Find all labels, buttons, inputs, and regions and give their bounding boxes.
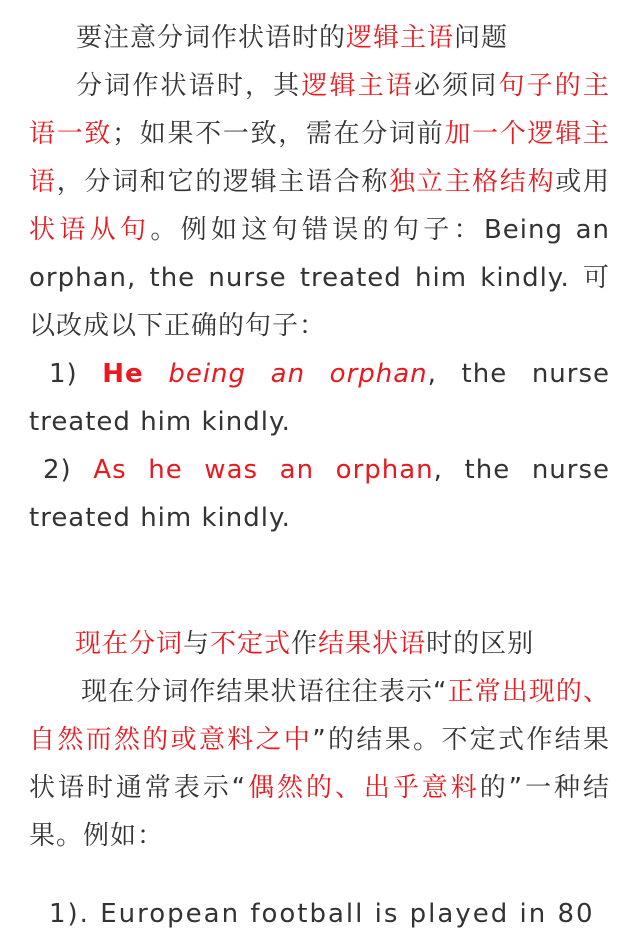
body-text: ，分词和它的逻辑主语合称 [56, 167, 390, 197]
body-text: 的”一种结果。例如： [29, 773, 610, 851]
body-text: 。例如这句错误的句子：Being an orphan, the nurse treated him kindly. 可以改成以下正确的句子： [29, 215, 610, 341]
highlighted-text: 逻辑主语 [346, 23, 455, 53]
highlighted-text: 逻辑主语 [301, 71, 414, 101]
section-2-example-1 [29, 890, 610, 936]
body-text: 时的区别 [426, 629, 535, 659]
highlighted-text: 句子的主语一致 [29, 71, 610, 149]
section-2-body [29, 668, 610, 860]
section-1-heading [29, 14, 610, 62]
body-text: 现在分词作结果状语往往表示“ [81, 677, 448, 707]
example-1-subject: He [102, 359, 144, 389]
section-1-body [29, 62, 610, 350]
highlighted-text: 独立主格结构 [389, 167, 556, 197]
example-1-number: 1) [49, 359, 103, 389]
body-text: 问题 [454, 23, 509, 53]
highlighted-text: 不定式 [210, 629, 292, 659]
section-2-example-1-text: European football is played in 80 [89, 899, 595, 929]
body-text: 与 [183, 629, 211, 659]
section-2-heading [29, 620, 610, 668]
body-text: 作 [291, 629, 319, 659]
highlighted-text: 状语从句 [29, 215, 151, 245]
example-1-rest: , the nurse treated him kindly. [29, 359, 611, 437]
highlighted-text: 加一个逻辑主语 [29, 119, 610, 197]
example-2-sentence [29, 446, 610, 542]
section-2-example-1-number: 1). [49, 899, 90, 929]
body-text: 必须同 [413, 71, 499, 101]
highlighted-text: 结果状语 [318, 629, 427, 659]
example-2-clause: As he was an orphan [93, 455, 434, 485]
example-2-rest: , the nurse treated him kindly. [29, 455, 611, 533]
body-text: ；如果不一致，需在分词前 [112, 119, 445, 149]
body-text: 或用 [555, 167, 610, 197]
highlighted-text: 现在分词 [75, 629, 184, 659]
example-1-sentence [29, 350, 610, 446]
example-2-number: 2) [43, 455, 94, 485]
example-1-participle: being an orphan [168, 359, 428, 389]
body-text: ”的结果。不定式作结果状语时通常表示“ [29, 725, 610, 803]
highlighted-text: 正常出现的、自然而然的或意料之中 [29, 677, 610, 755]
highlighted-text: 偶然的、出乎意料 [246, 773, 480, 803]
body-text: 要注意分词作状语时的 [76, 23, 347, 53]
body-text: 分词作状语时，其 [76, 71, 302, 101]
